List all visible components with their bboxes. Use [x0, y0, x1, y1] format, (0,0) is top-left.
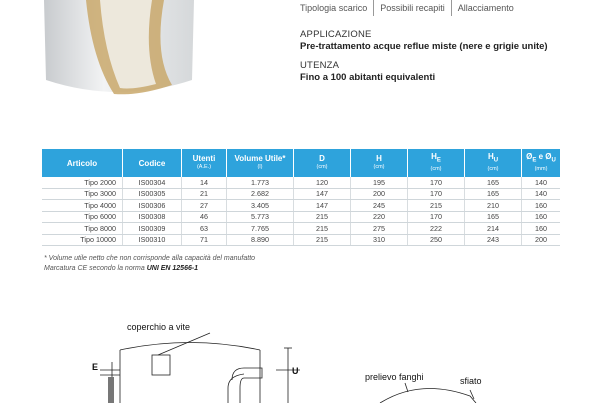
col-hu: $H_U$ (cm)	[465, 149, 522, 177]
product-table	[42, 149, 560, 246]
table-cell: 170	[408, 188, 465, 200]
table-cell: 160	[522, 211, 561, 223]
table-cell: 21	[182, 188, 227, 200]
utenza-value: Fino a 100 abitanti equivalenti	[300, 72, 436, 83]
col-d: D (cm)	[294, 149, 351, 177]
table-cell: 160	[522, 223, 561, 235]
table-cell: 243	[465, 234, 522, 246]
table-cell: 220	[351, 211, 408, 223]
table-cell: 215	[294, 234, 351, 246]
table-cell: 245	[351, 200, 408, 212]
caption-possibili-recapiti: Possibili recapiti	[373, 0, 451, 16]
table-cell: 250	[408, 234, 465, 246]
table-cell: 170	[408, 177, 465, 188]
table-cell: 215	[408, 200, 465, 212]
table-row	[42, 211, 560, 223]
table-cell: 3.405	[227, 200, 294, 212]
table-row	[42, 188, 560, 200]
table-cell: IS00306	[123, 200, 182, 212]
table-cell: Tipo 2000	[42, 177, 123, 188]
table-cell: 7.765	[227, 223, 294, 235]
caption-allacciamento: Allacciamento	[451, 0, 520, 16]
volume-note: * Volume utile netto che non corrisponde alla capacità del manufatto	[44, 255, 256, 262]
table-cell: 160	[522, 200, 561, 212]
table-cell: 46	[182, 211, 227, 223]
applicazione-value: Pre-trattamento acque reflue miste (nere e grigie unite)	[300, 41, 548, 52]
table-cell: IS00309	[123, 223, 182, 235]
table-cell: Tipo 6000	[42, 211, 123, 223]
table-cell: IS00304	[123, 177, 182, 188]
table-cell: 63	[182, 223, 227, 235]
ce-note	[44, 265, 198, 272]
table-cell: 214	[465, 223, 522, 235]
table-cell: 27	[182, 200, 227, 212]
col-utenti: Utenti (A.E.)	[182, 149, 227, 177]
tank-image	[44, 0, 194, 102]
table-cell: Tipo 4000	[42, 200, 123, 212]
col-codice: Codice	[123, 149, 182, 177]
utenza-label: UTENZA	[300, 60, 340, 71]
col-volume: Volume Utile* (l)	[227, 149, 294, 177]
applicazione-label: APPLICAZIONE	[300, 29, 372, 40]
table-cell: 140	[522, 188, 561, 200]
table-cell: 147	[294, 200, 351, 212]
prelievo-label: prelievo fanghi	[365, 372, 424, 382]
table-cell: 2.682	[227, 188, 294, 200]
table-cell: 275	[351, 223, 408, 235]
table-row	[42, 200, 560, 212]
col-h: H (cm)	[351, 149, 408, 177]
table-cell: 165	[465, 177, 522, 188]
table-cell: 5.773	[227, 211, 294, 223]
table-cell: IS00305	[123, 188, 182, 200]
col-diametri: $Ø_E$ e $Ø_U$ (mm)	[522, 149, 561, 177]
table-cell: 8.890	[227, 234, 294, 246]
table-cell: IS00308	[123, 211, 182, 223]
table-cell: 215	[294, 223, 351, 235]
table-cell: 310	[351, 234, 408, 246]
table-cell: 165	[465, 211, 522, 223]
table-cell: Tipo 8000	[42, 223, 123, 235]
table-cell: 147	[294, 188, 351, 200]
table-cell: IS00310	[123, 234, 182, 246]
table-cell: 1.773	[227, 177, 294, 188]
table-header-row	[42, 149, 560, 177]
table-row	[42, 177, 560, 188]
table-cell: 165	[465, 188, 522, 200]
table-cell: 120	[294, 177, 351, 188]
table-row	[42, 223, 560, 235]
ce-note-prefix: Marcatura CE secondo la norma	[44, 265, 147, 272]
table-row	[42, 234, 560, 246]
table-cell: 71	[182, 234, 227, 246]
table-cell: 195	[351, 177, 408, 188]
coperchio-label: coperchio a vite	[127, 322, 191, 332]
table-cell: 210	[465, 200, 522, 212]
table-cell: Tipo 10000	[42, 234, 123, 246]
ce-norm: UNI EN 12566-1	[146, 265, 199, 272]
table-cell: 14	[182, 177, 227, 188]
table-cell: 170	[408, 211, 465, 223]
technical-drawing	[0, 300, 604, 403]
table-cell: 222	[408, 223, 465, 235]
table-cell: 200	[522, 234, 561, 246]
table-cell: Tipo 3000	[42, 188, 123, 200]
caption-tipologia-scarico: Tipologia scarico	[300, 3, 368, 13]
col-he: $H_E$ (cm)	[408, 149, 465, 177]
table-cell: 215	[294, 211, 351, 223]
label-u: U	[292, 366, 299, 376]
col-articolo: Articolo	[42, 149, 123, 177]
table-cell: 200	[351, 188, 408, 200]
icon-captions	[296, 0, 520, 16]
label-e: E	[92, 362, 99, 372]
table-cell: 140	[522, 177, 561, 188]
sfiato-label: sfiato	[460, 376, 482, 386]
